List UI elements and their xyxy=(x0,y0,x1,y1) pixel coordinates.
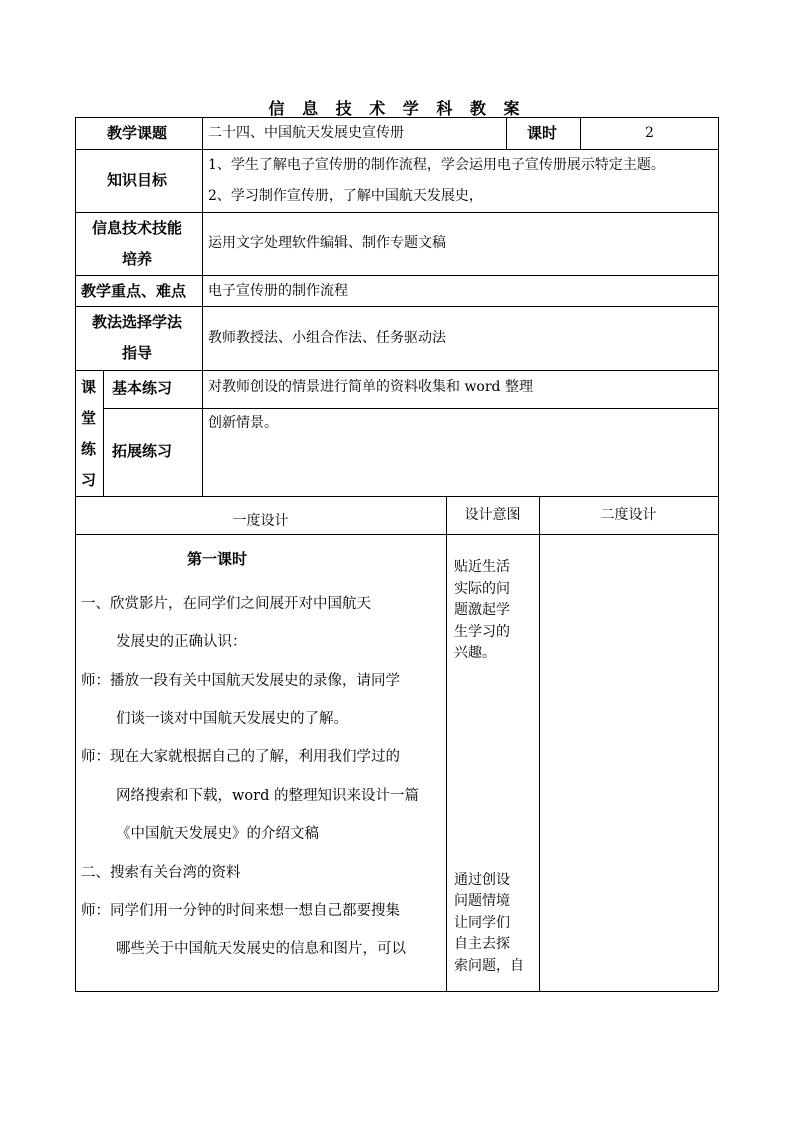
class-label-char-4: 习 xyxy=(81,471,97,489)
skill-label-line-2: 培养 xyxy=(122,250,153,268)
design-line-3: 师：播放一段有关中国航天发展史的录像，请同学 xyxy=(81,673,400,689)
basic-label: 基本练习 xyxy=(112,379,173,397)
design-line-1: 一、欣赏影片，在同学们之间展开对中国航天 xyxy=(81,596,371,612)
ext-value: 创新情景。 xyxy=(208,415,278,431)
intent-1-line-4: 生学习的 xyxy=(454,624,510,640)
key-label: 教学重点、难点 xyxy=(81,282,187,300)
intent-1-line-1: 贴近生活 xyxy=(454,559,510,575)
intent-header: 设计意图 xyxy=(464,507,521,523)
method-label-line-2: 指导 xyxy=(122,344,153,362)
skill-label-line-1: 信息技术技能 xyxy=(92,219,183,237)
basic-value: 对教师创设的情景进行简单的资料收集和 word 整理 xyxy=(208,379,533,395)
design-header: 一度设计 xyxy=(232,513,289,529)
document-title: 信 息 技 术 学 科 教 案 xyxy=(268,99,526,118)
intent-2-line-1: 通过创设 xyxy=(454,872,510,888)
intent-1-line-3: 题激起学 xyxy=(454,602,510,618)
design-line-7: 《中国航天发展史》的介绍文稿 xyxy=(116,826,319,842)
skill-value: 运用文字处理软件编辑、制作专题文稿 xyxy=(208,235,446,251)
goal-line-1: 1、学生了解电子宣传册的制作流程，学会运用电子宣传册展示特定主题。 xyxy=(208,157,665,173)
method-value: 教师教授法、小组合作法、任务驱动法 xyxy=(208,330,446,346)
design-line-4: 们谈一谈对中国航天发展史的了解。 xyxy=(116,711,348,727)
class-label-char-1: 课 xyxy=(81,378,97,396)
topic-label: 教学课题 xyxy=(107,124,168,142)
design-line-2: 发展史的正确认识： xyxy=(116,634,247,650)
design-line-9: 师：同学们用一分钟的时间来想一想自己都要搜集 xyxy=(81,903,400,919)
method-label-line-1: 教法选择学法 xyxy=(92,313,183,331)
second-design-header: 二度设计 xyxy=(600,507,657,523)
hours-value: 2 xyxy=(645,125,654,141)
ext-label: 拓展练习 xyxy=(112,442,173,460)
lesson-title: 第一课时 xyxy=(187,550,248,568)
intent-2-line-3: 让同学们 xyxy=(454,915,510,931)
intent-1-line-2: 实际的问 xyxy=(454,581,510,597)
design-line-10: 哪些关于中国航天发展史的信息和图片，可以 xyxy=(116,941,406,957)
intent-2-line-2: 问题情境 xyxy=(454,893,510,909)
key-value: 电子宣传册的制作流程 xyxy=(208,283,348,299)
hours-label: 课时 xyxy=(527,124,558,142)
intent-1-line-5: 兴趣。 xyxy=(454,645,496,661)
design-line-8: 二、搜索有关台湾的资料 xyxy=(81,865,241,881)
design-line-6: 网络搜索和下载，word 的整理知识来设计一篇 xyxy=(116,788,419,804)
topic-value: 二十四、中国航天发展史宣传册 xyxy=(208,125,404,141)
intent-2-line-5: 索问题，自 xyxy=(454,958,524,974)
goal-line-2: 2、学习制作宣传册，了解中国航天发展史， xyxy=(208,188,483,204)
intent-2-line-4: 自主去探 xyxy=(454,936,510,952)
design-line-5: 师：现在大家就根据自己的了解，利用我们学过的 xyxy=(81,749,400,765)
goal-label: 知识目标 xyxy=(107,171,168,189)
class-label-char-3: 练 xyxy=(81,440,97,458)
class-label-char-2: 堂 xyxy=(81,409,97,427)
